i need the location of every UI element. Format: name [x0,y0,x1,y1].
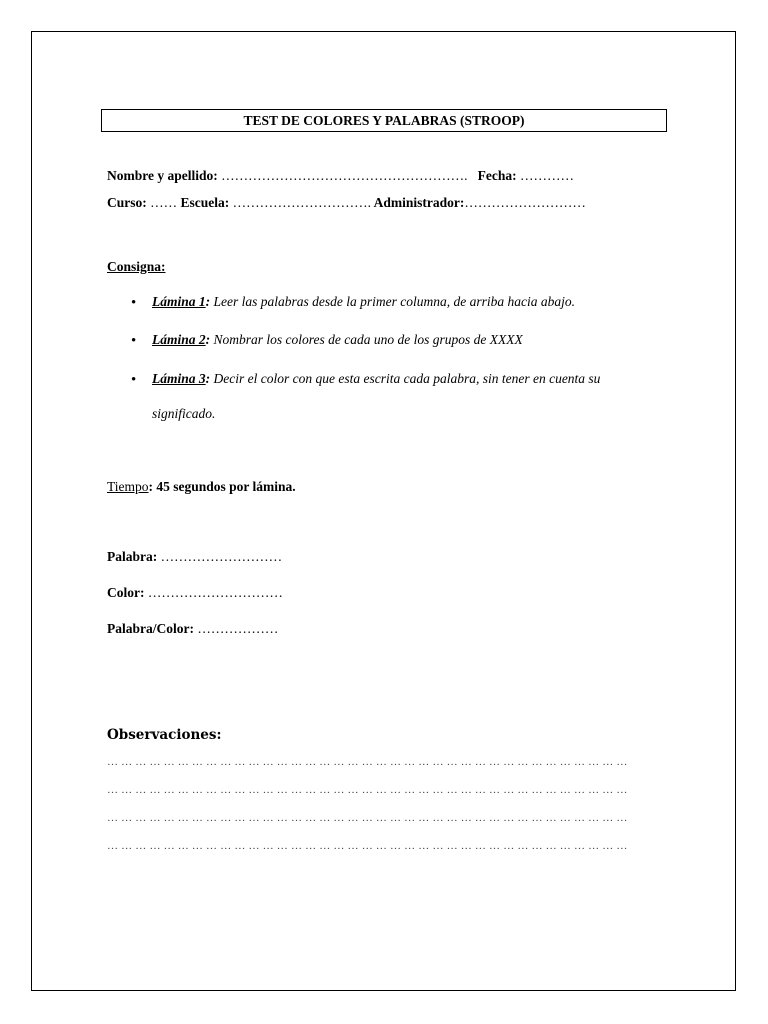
lamina-2-item [152,332,523,348]
administrador-label: Administrador: [373,195,465,210]
observaciones-line[interactable]: … … … … … … … … … … … … … … … … … … … … … … … … … … … … … … … … … … … … … [107,784,628,796]
fecha-field[interactable]: ………… [519,168,574,183]
escuela-label: Escuela: [180,195,230,210]
lamina-3-name: Lámina 3 [152,371,206,386]
bullet-icon: • [131,372,137,388]
consigna-heading: Consigna: [107,259,166,274]
curso-field[interactable]: …… [150,195,178,210]
observaciones-line[interactable]: … … … … … … … … … … … … … … … … … … … … … … … … … … … … … … … … … … … … … [107,756,628,768]
lamina-1-item [152,294,575,310]
tiempo-label: Tiempo [107,479,149,494]
lamina-2-sep: : [205,332,211,347]
observaciones-heading: Observaciones: [107,727,222,743]
fecha-label: Fecha: [477,168,517,183]
bullet-icon: • [131,295,137,311]
curso-label: Curso: [107,195,147,210]
palabra-color-field[interactable]: ……………… [197,621,279,636]
lamina-3-item [152,371,600,387]
observaciones-line[interactable]: … … … … … … … … … … … … … … … … … … … … … … … … … … … … … … … … … … … … … [107,840,628,852]
lamina-2-text: Nombrar los colores de cada uno de los grupos de XXXX [210,332,523,347]
document-title: TEST DE COLORES Y PALABRAS (STROOP) [101,109,667,132]
color-row [107,585,283,601]
administrador-field[interactable]: ……………………… [464,195,586,210]
palabra-label: Palabra: [107,549,158,564]
lamina-3-sep: : [205,371,211,386]
palabra-row [107,549,282,565]
lamina-3-text: Decir el color con que esta escrita cada palabra, sin tener en cuenta su [210,371,601,386]
lamina-3-continuation: significado. [152,406,216,421]
bullet-icon: • [131,333,137,349]
lamina-1-text: Leer las palabras desde la primer columna, de arriba hacia abajo. [210,294,575,309]
color-label: Color: [107,585,145,600]
nombre-label: Nombre y apellido: [107,168,218,183]
palabra-color-label: Palabra/Color: [107,621,194,636]
lamina-2-name: Lámina 2 [152,332,206,347]
tiempo-value: : 45 segundos por lámina. [148,479,296,494]
observaciones-line[interactable]: … … … … … … … … … … … … … … … … … … … … … … … … … … … … … … … … … … … … … [107,812,628,824]
nombre-field[interactable]: ………………………………………………. [221,168,468,183]
course-school-row [107,195,586,211]
palabra-color-row [107,621,278,637]
palabra-field[interactable]: ……………………… [160,549,283,564]
lamina-1-name: Lámina 1 [152,294,206,309]
name-date-row [107,168,574,184]
tiempo-row [107,479,296,495]
color-field[interactable]: ………………………… [147,585,283,600]
lamina-1-sep: : [205,294,211,309]
escuela-field[interactable]: …………………………. [232,195,371,210]
